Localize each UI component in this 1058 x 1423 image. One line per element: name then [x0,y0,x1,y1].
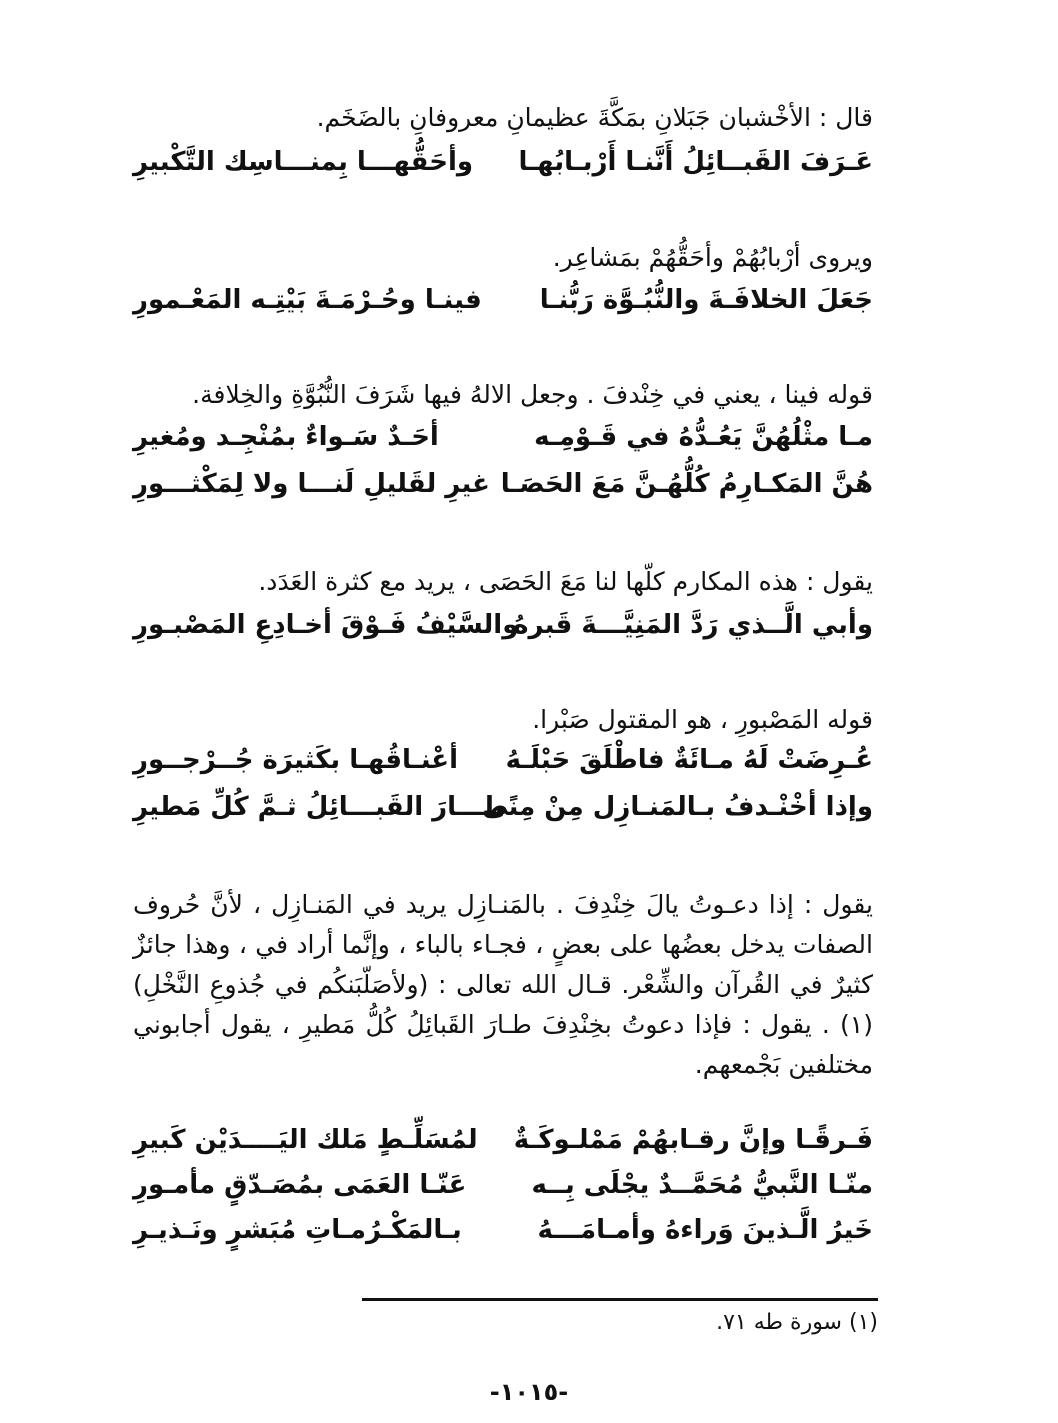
poem-verse [133,140,873,184]
verse-second-hemistich: والسَّيْفُ فَـوْقَ أخـادِعِ المَصْبـورِ [133,610,519,640]
verse-first-hemistich: خَيرُ الَّـذينَ وَراءهُ وأمـامَـــهُ [537,1215,873,1245]
verse-second-hemistich: غيرِ لقَليلِ لَنـــا ولا لِمَكْثـــورِ [133,469,490,499]
verse-second-hemistich: وأحَقُّهـــا بِمنـــاسِك التَّكْبيرِ [133,147,474,177]
verse-first-hemistich: وإذا أخْنْـدفُ بـالمَنـازِل مِنْ مِنًى [482,792,873,822]
poem-verse [133,1163,873,1207]
poem-verse [133,738,873,782]
verse-first-hemistich: فَـرقًـا وإنَّ رقـابهُمْ مَمْلـوكَـةٌ [513,1125,873,1155]
commentary-paragraph: يقول : إذا دعـوتُ يالَ خِنْدِفَ . بالمَنـازِل يريد في المَنـازِل ، لأنَّ حُروف الصفات يدخل بعضُها على بعضٍ ، فجـاء بالباء ، وإنَّما أراد في ، وهذا جائزٌ كثيرٌ في القُرآن والشِّعْر. قـال الله تعالى : (ولأصَلّبَنكُم في جُذوعِ النَّخْلِ)(١) . يقول : فإذا دعوتُ بخِنْدِفَ طـارَ القَبائِلُ كُلُّ مَطيرِ ، يقول أجابوني مختلفين بَجْمعهم. [133,890,873,1079]
verse-second-hemistich: لمُسَلِّـطٍ مَلك اليَــــدَيْن كَبيرِ [133,1125,478,1155]
commentary-line: قوله فينا ، يعني في خِنْدفَ . وجعل الالهُ فيها شَرَفَ النُّبُوَّةِ والخِلافة. [192,380,873,409]
poem-verse [133,1118,873,1162]
verse-second-hemistich: أحَـدٌ سَـواءٌ بمُنْجِـد ومُغيرِ [133,422,439,452]
poem-verse [133,785,873,829]
verse-first-hemistich: عَـرَفَ القَبــائِلُ أَنَّنـا أَرْبـابُهـا [518,147,873,177]
poem-verse [133,1208,873,1252]
commentary-line: قال : الأخْشبان جَبَلانِ بمَكَّةَ عظيمانِ معروفانِ بالضَخَم. [316,103,873,132]
verse-first-hemistich: منّـا النَّبيُّ مُحَمَّــدٌ يجْلَى بِــه [531,1170,873,1200]
verse-first-hemistich: جَعَلَ الخلافَـةَ والنُّبُـوَّة رَبُّنـا [539,285,873,315]
poem-verse [133,278,873,322]
page-number: -١٠١٥- [489,1378,569,1406]
poem-verse [133,415,873,459]
commentary-line: يقول : هذه المكارم كلّها لنا مَعَ الحَصَى ، يريد مع كثرة العَدَد. [258,567,873,596]
footnote-divider [362,1298,878,1301]
verse-first-hemistich: عُـرِضَتْ لَهُ مـائَةٌ فاطْلَقَ حَبْلَـهُ [505,745,873,775]
verse-second-hemistich: بـالمَكْـرُمـاتِ مُبَشرٍ ونَـذيـرِ [133,1215,462,1245]
verse-second-hemistich: طـــارَ القَبـــائِلُ ثـمَّ كُلِّ مَطيرِ [133,792,509,822]
verse-first-hemistich: مـا مثْلُهُنَّ يَعُـدُّهُ في قَـوْمِـه [534,422,873,452]
poem-verse [133,462,873,506]
verse-second-hemistich: عَنّـا العَمَى بمُصَـدّقٍ مأمـورِ [133,1170,467,1200]
commentary-line: ويروى أرْبابُهُمْ وأحَقُّهُمْ بمَشاعِر. [552,243,873,272]
verse-second-hemistich: فينـا وحُـرْمَـةَ بَيْتِـه المَعْـمورِ [133,285,482,315]
verse-first-hemistich: هُنَّ المَكـارِمُ كُلُّهُـنَّ مَعَ الحَصَـا [500,469,873,499]
footnote: (١) سورة طه ٧١. [716,1310,878,1335]
commentary-line: قوله المَصْبورِ ، هو المقتول صَبْرا. [532,705,873,734]
verse-first-hemistich: وأبي الَّــذي رَدَّ المَنِيَّـــةَ قَبرهُ [513,610,873,640]
verse-second-hemistich: أعْنـاقُهـا بكَثيرَة جُــرْجــورِ [133,745,458,775]
poem-verse [133,603,873,647]
